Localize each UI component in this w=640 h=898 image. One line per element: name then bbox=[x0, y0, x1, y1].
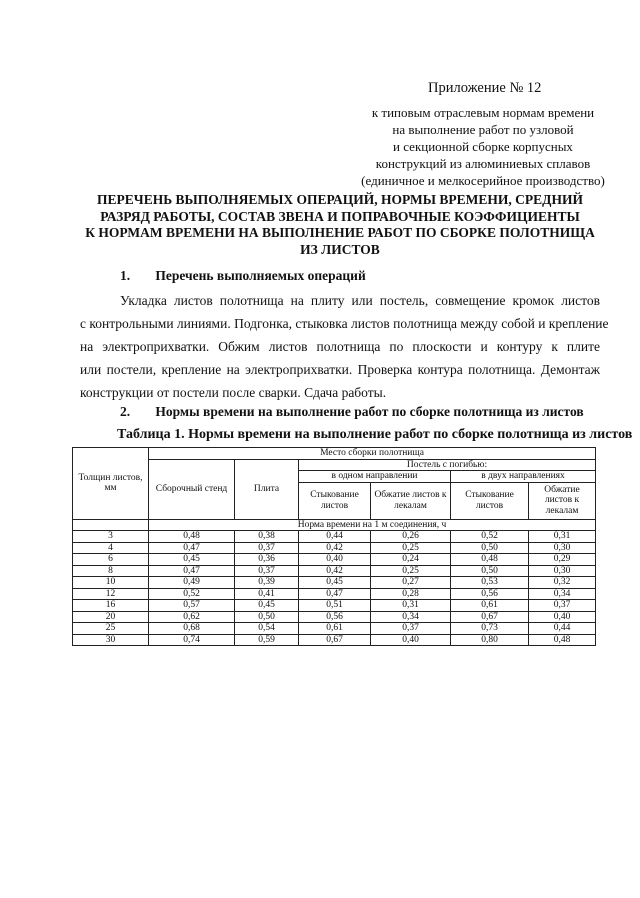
paragraph-line: с контрольными линиями. Подгонка, стыковка листов полотнища между собой и крепление bbox=[80, 316, 609, 331]
norm-cell: 0,30 bbox=[529, 542, 596, 554]
main-title-line: ПЕРЕЧЕНЬ ВЫПОЛНЯЕМЫХ ОПЕРАЦИЙ, НОРМЫ ВРЕМЕНИ, СРЕДНИЙ bbox=[97, 192, 583, 207]
appendix-subtitle-line: на выполнение работ по узловой bbox=[392, 122, 574, 137]
main-title bbox=[70, 192, 610, 258]
appendix-subtitle-line: конструкций из алюминиевых сплавов bbox=[375, 156, 591, 171]
norm-cell: 0,67 bbox=[299, 634, 371, 646]
paragraph-line: Укладка листов полотнища на плиту или постель, совмещение кромок листов bbox=[120, 293, 600, 308]
thickness-cell: 16 bbox=[73, 600, 149, 612]
thickness-cell: 4 bbox=[73, 542, 149, 554]
header-plate: Плита bbox=[235, 459, 299, 519]
appendix-subtitle bbox=[338, 104, 628, 189]
section-title: Перечень выполняемых операций bbox=[155, 268, 366, 283]
norm-cell: 0,53 bbox=[451, 577, 529, 589]
appendix-subtitle-line: к типовым отраслевым нормам времени bbox=[371, 105, 595, 120]
norm-cell: 0,47 bbox=[149, 565, 235, 577]
norm-cell: 0,62 bbox=[149, 611, 235, 623]
thickness-cell: 3 bbox=[73, 531, 149, 543]
section-number: 1. bbox=[120, 268, 131, 283]
norm-cell: 0,52 bbox=[149, 588, 235, 600]
norm-cell: 0,50 bbox=[451, 565, 529, 577]
norm-cell: 0,56 bbox=[451, 588, 529, 600]
norm-cell: 0,45 bbox=[235, 600, 299, 612]
norm-cell: 0,74 bbox=[149, 634, 235, 646]
header-pressing: Обжатие листов к лекалам bbox=[371, 482, 451, 519]
norm-cell: 0,52 bbox=[451, 531, 529, 543]
main-title-line: К НОРМАМ ВРЕМЕНИ НА ВЫПОЛНЕНИЕ РАБОТ ПО СБОРКЕ ПОЛОТНИЩА bbox=[85, 225, 595, 240]
norm-cell: 0,50 bbox=[235, 611, 299, 623]
norm-cell: 0,28 bbox=[371, 588, 451, 600]
norm-cell: 0,42 bbox=[299, 542, 371, 554]
norm-cell: 0,34 bbox=[371, 611, 451, 623]
header-pressing: Обжатие листов к лекалам bbox=[529, 482, 596, 519]
header-empty bbox=[73, 519, 149, 531]
paragraph-line: или постели, крепление на электроприхватки. Проверка контура полотнища. Демонтаж bbox=[80, 362, 600, 377]
norm-cell: 0,57 bbox=[149, 600, 235, 612]
norm-cell: 0,80 bbox=[451, 634, 529, 646]
thickness-cell: 8 bbox=[73, 565, 149, 577]
paragraph-line: на электроприхватки. Обжим листов полотнища по плоскости и контуру к плите bbox=[80, 339, 600, 354]
thickness-cell: 10 bbox=[73, 577, 149, 589]
header-joining: Стыкование листов bbox=[451, 482, 529, 519]
norm-cell: 0,31 bbox=[371, 600, 451, 612]
appendix-subtitle-line: и секционной сборке корпусных bbox=[393, 139, 573, 154]
main-title-line: РАЗРЯД РАБОТЫ, СОСТАВ ЗВЕНА И ПОПРАВОЧНЫЕ КОЭФФИЦИЕНТЫ bbox=[100, 208, 580, 224]
norm-cell: 0,26 bbox=[371, 531, 451, 543]
table-body bbox=[73, 531, 596, 646]
norm-cell: 0,27 bbox=[371, 577, 451, 589]
operations-paragraph bbox=[80, 289, 609, 404]
section-title: Нормы времени на выполнение работ по сборке полотнища из листов bbox=[155, 404, 584, 419]
table-row bbox=[73, 577, 596, 589]
table-row bbox=[73, 588, 596, 600]
table-row bbox=[73, 554, 596, 566]
thickness-cell: 20 bbox=[73, 611, 149, 623]
table-row bbox=[73, 623, 596, 635]
header-joining: Стыкование листов bbox=[299, 482, 371, 519]
norm-cell: 0,45 bbox=[149, 554, 235, 566]
header-two-directions: в двух направлениях bbox=[451, 471, 596, 483]
thickness-cell: 12 bbox=[73, 588, 149, 600]
header-place: Место сборки полотнища bbox=[149, 448, 596, 460]
appendix-subtitle-line: (единичное и мелкосерийное производство) bbox=[361, 173, 605, 188]
norm-cell: 0,40 bbox=[371, 634, 451, 646]
header-bed: Постель с погибью: bbox=[299, 459, 596, 471]
header-one-direction: в одном направлении bbox=[299, 471, 451, 483]
section-number: 2. bbox=[120, 404, 131, 419]
norm-cell: 0,47 bbox=[149, 542, 235, 554]
norm-cell: 0,32 bbox=[529, 577, 596, 589]
header-norm-unit: Норма времени на 1 м соединения, ч bbox=[149, 519, 596, 531]
norm-cell: 0,31 bbox=[529, 531, 596, 543]
norm-cell: 0,51 bbox=[299, 600, 371, 612]
table-row bbox=[73, 542, 596, 554]
norm-cell: 0,50 bbox=[451, 542, 529, 554]
norm-cell: 0,49 bbox=[149, 577, 235, 589]
main-title-line: ИЗ ЛИСТОВ bbox=[300, 241, 380, 257]
thickness-cell: 25 bbox=[73, 623, 149, 635]
norm-cell: 0,38 bbox=[235, 531, 299, 543]
norm-cell: 0,56 bbox=[299, 611, 371, 623]
norm-cell: 0,34 bbox=[529, 588, 596, 600]
norm-cell: 0,25 bbox=[371, 565, 451, 577]
norm-cell: 0,67 bbox=[451, 611, 529, 623]
norm-cell: 0,25 bbox=[371, 542, 451, 554]
paragraph-line: конструкции от постели после сварки. Сдача работы. bbox=[80, 385, 387, 400]
norm-cell: 0,61 bbox=[451, 600, 529, 612]
header-stand: Сборочный стенд bbox=[149, 459, 235, 519]
norm-cell: 0,42 bbox=[299, 565, 371, 577]
norm-cell: 0,39 bbox=[235, 577, 299, 589]
norm-cell: 0,24 bbox=[371, 554, 451, 566]
table-row bbox=[73, 600, 596, 612]
norm-cell: 0,59 bbox=[235, 634, 299, 646]
norm-cell: 0,40 bbox=[299, 554, 371, 566]
norm-cell: 0,44 bbox=[299, 531, 371, 543]
norm-cell: 0,45 bbox=[299, 577, 371, 589]
norm-cell: 0,41 bbox=[235, 588, 299, 600]
header-thickness: Толщин листов, мм bbox=[73, 448, 149, 520]
norm-cell: 0,40 bbox=[529, 611, 596, 623]
norm-cell: 0,48 bbox=[149, 531, 235, 543]
norm-cell: 0,48 bbox=[529, 634, 596, 646]
norm-cell: 0,37 bbox=[235, 542, 299, 554]
norm-cell: 0,37 bbox=[371, 623, 451, 635]
norm-cell: 0,61 bbox=[299, 623, 371, 635]
thickness-cell: 6 bbox=[73, 554, 149, 566]
section-1-heading bbox=[120, 268, 366, 284]
norm-cell: 0,29 bbox=[529, 554, 596, 566]
appendix-title: Приложение № 12 bbox=[428, 80, 542, 96]
table-row bbox=[73, 531, 596, 543]
norm-cell: 0,37 bbox=[529, 600, 596, 612]
table-row bbox=[73, 611, 596, 623]
norm-cell: 0,36 bbox=[235, 554, 299, 566]
norm-cell: 0,73 bbox=[451, 623, 529, 635]
norm-cell: 0,54 bbox=[235, 623, 299, 635]
norm-cell: 0,44 bbox=[529, 623, 596, 635]
section-2-heading bbox=[120, 404, 584, 420]
norm-cell: 0,47 bbox=[299, 588, 371, 600]
norm-cell: 0,37 bbox=[235, 565, 299, 577]
norm-cell: 0,30 bbox=[529, 565, 596, 577]
table-caption: Таблица 1. Нормы времени на выполнение работ по сборке полотнища из листов bbox=[117, 427, 633, 442]
thickness-cell: 30 bbox=[73, 634, 149, 646]
table-row bbox=[73, 565, 596, 577]
norm-cell: 0,48 bbox=[451, 554, 529, 566]
norms-table bbox=[72, 447, 596, 646]
norm-cell: 0,68 bbox=[149, 623, 235, 635]
table-row bbox=[73, 634, 596, 646]
